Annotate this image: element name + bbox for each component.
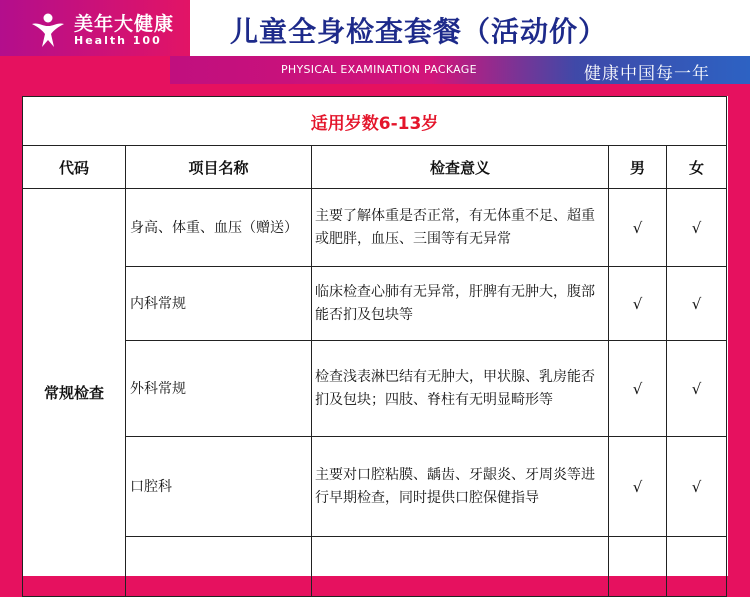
table-row — [23, 267, 727, 341]
item-meaning — [312, 537, 609, 597]
slogan: 健康中国每一年 — [584, 64, 710, 84]
category-cell: 常规检查 — [23, 189, 126, 597]
brand-name-en: Health 100 — [74, 34, 162, 47]
header-band — [170, 56, 750, 84]
column-header-code: 代码 — [23, 146, 126, 189]
table-row — [23, 341, 727, 437]
page-title: 儿童全身检查套餐（活动价） — [230, 15, 608, 48]
table-row — [23, 537, 727, 597]
female-check: √ — [667, 267, 727, 341]
female-check: √ — [667, 341, 727, 437]
brand-logo — [0, 0, 190, 56]
male-check: √ — [609, 189, 667, 267]
item-name: 内科常规 — [126, 267, 312, 341]
table-row — [23, 189, 727, 267]
age-range-caption: 适用岁数6-13岁 — [23, 97, 727, 146]
subtitle-en: PHYSICAL EXAMINATION PACKAGE — [281, 63, 477, 76]
exam-table — [22, 96, 727, 597]
package-card — [22, 96, 728, 576]
caption-row — [23, 97, 727, 146]
item-name: 口腔科 — [126, 437, 312, 537]
male-check: √ — [609, 341, 667, 437]
item-meaning: 主要了解体重是否正常，有无体重不足、超重或肥胖，血压、三围等有无异常 — [312, 189, 609, 267]
item-name: 身高、体重、血压（赠送） — [126, 189, 312, 267]
item-meaning: 临床检查心肺有无异常，肝脾有无肿大，腹部能否扪及包块等 — [312, 267, 609, 341]
header-row — [23, 146, 727, 189]
male-check — [609, 537, 667, 597]
column-header-female: 女 — [667, 146, 727, 189]
column-header-item-name: 项目名称 — [126, 146, 312, 189]
figure-heart-icon — [28, 10, 68, 50]
column-header-male: 男 — [609, 146, 667, 189]
table-row — [23, 437, 727, 537]
female-check — [667, 537, 727, 597]
item-meaning: 主要对口腔粘膜、龋齿、牙龈炎、牙周炎等进行早期检查，同时提供口腔保健指导 — [312, 437, 609, 537]
column-header-meaning: 检查意义 — [312, 146, 609, 189]
male-check: √ — [609, 437, 667, 537]
item-meaning: 检查浅表淋巴结有无肿大，甲状腺、乳房能否扪及包块；四肢、脊柱有无明显畸形等 — [312, 341, 609, 437]
item-name: 外科常规 — [126, 341, 312, 437]
female-check: √ — [667, 189, 727, 267]
male-check: √ — [609, 267, 667, 341]
brand-name-cn: 美年大健康 — [74, 13, 175, 35]
item-name — [126, 537, 312, 597]
female-check: √ — [667, 437, 727, 537]
